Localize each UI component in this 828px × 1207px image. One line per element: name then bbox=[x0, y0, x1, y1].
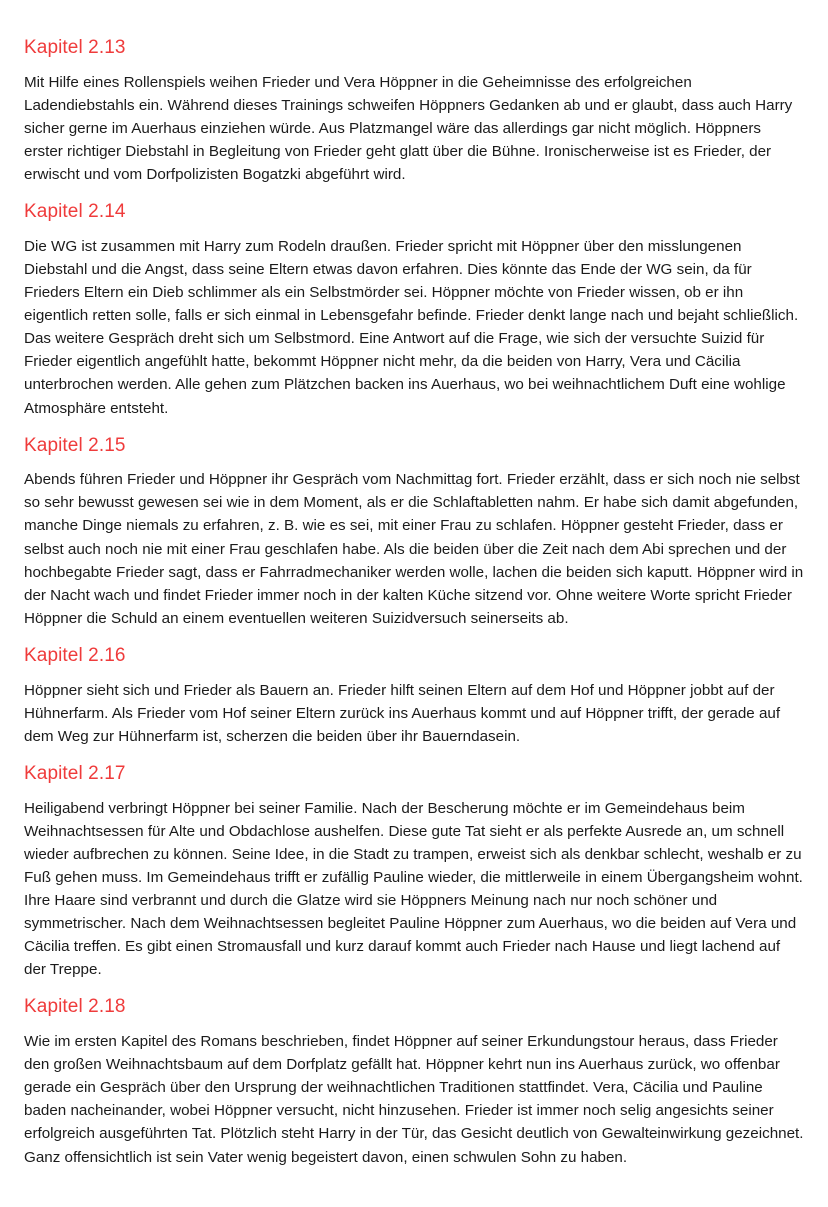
chapter-heading: Kapitel 2.15 bbox=[24, 434, 126, 456]
chapter-section bbox=[24, 995, 804, 1168]
chapter-heading: Kapitel 2.18 bbox=[24, 996, 126, 1018]
chapter-body: Abends führen Frieder und Höppner ihr Gespräch vom Nachmittag fort. Frieder erzählt, dass er sich noch nie selbst so sehr bewusst gewesen sei wie in dem Moment, als er die Schlaftabletten nahm. Er habe sich damit abgefunden, manche Dinge niemals zu erfahren, z. B. wie es sei, mit einer Frau zu schlafen. Höppner gesteht Frieder, dass er selbst auch noch nie mit einer Frau geschlafen habe. Als die beiden über die Zeit nach dem Abi sprechen und der hochbegabte Frieder sagt, dass er Fahrradmechaniker werden wolle, lachen die beiden sich kaputt. Höppner wird in der Nacht wach und findet Frieder immer noch in der kalten Küche sitzend vor. Ohne weitere Worte spricht Frieder Höppner die Schuld an einem eventuellen weiteren Suizidversuch seinerseits ab. bbox=[24, 471, 804, 627]
chapter-body: Wie im ersten Kapitel des Romans beschrieben, findet Höppner auf seiner Erkundungstour heraus, dass Frieder den großen Weihnachtsbaum auf dem Dorfplatz gefällt hat. Höppner kehrt nun ins Auerhaus zurück, wo offenbar gerade ein Gespräch über den Ursprung der weihnachtlichen Traditionen stattfindet. Vera, Cäcilia und Pauline baden nacheinander, wobei Höppner versucht, nicht hinzusehen. Frieder ist immer noch selig angesichts seiner erfolgreich ausgeführten Tat. Plötzlich steht Harry in der Tür, das Gesicht deutlich von Gewalteinwirkung gezeichnet. Ganz offensichtlich ist sein Vater wenig begeistert davon, einen schwulen Sohn zu haben. bbox=[24, 1033, 804, 1166]
chapter-heading: Kapitel 2.16 bbox=[24, 644, 126, 666]
chapter-body: Die WG ist zusammen mit Harry zum Rodeln draußen. Frieder spricht mit Höppner über den misslungenen Diebstahl und die Angst, dass seine Eltern etwas davon erfahren. Dies könnte das Ende der WG sein, da für Frieders Eltern ein Dieb schlimmer als ein Selbstmörder sei. Höppner möchte von Frieder wissen, ob er ihn eigentlich retten solle, falls er sich einmal in Lebensgefahr befinde. Frieder denkt lange nach und bejaht schließlich. Das weitere Gespräch dreht sich um Selbstmord. Eine Antwort auf die Frage, wie sich der versuchte Suizid für Frieder eigentlich angefühlt hatte, bekommt Höppner nicht mehr, da die beiden von Harry, Vera und Cäcilia unterbrochen werden. Alle gehen zum Plätzchen backen ins Auerhaus, wo bei weihnachtlichem Duft eine wohlige Atmosphäre entsteht. bbox=[24, 237, 799, 417]
chapter-heading: Kapitel 2.17 bbox=[24, 762, 126, 784]
chapter-heading: Kapitel 2.14 bbox=[24, 201, 126, 223]
chapter-section bbox=[24, 36, 804, 186]
chapter-body: Mit Hilfe eines Rollenspiels weihen Frieder und Vera Höppner in die Geheimnisse des erfolgreichen Ladendiebstahls ein. Während dieses Trainings schweifen Höppners Gedanken ab und er glaubt, dass auch Harry sicher gerne im Auerhaus einziehen würde. Aus Platzmangel wäre das allerdings gar nicht möglich. Höppners erster richtiger Diebstahl in Begleitung von Frieder geht glatt über die Bühne. Ironischerweise ist es Frieder, der erwischt und vom Dorfpolizisten Bogatzki abgeführt wird. bbox=[24, 73, 793, 184]
chapter-heading: Kapitel 2.13 bbox=[24, 37, 126, 58]
chapter-body: Höppner sieht sich und Frieder als Bauern an. Frieder hilft seinen Eltern auf dem Hof und Höppner jobbt auf der Hühnerfarm. Als Frieder vom Hof seiner Eltern zurück ins Auerhaus kommt und auf Höppner trifft, der gerade auf dem Weg zur Hühnerfarm ist, scherzen die beiden über ihr Bauerndasein. bbox=[24, 681, 781, 745]
chapter-section bbox=[24, 762, 804, 981]
chapter-section bbox=[24, 644, 804, 748]
chapter-body: Heiligabend verbringt Höppner bei seiner Familie. Nach der Bescherung möchte er im Gemeindehaus beim Weihnachtsessen für Alte und Obdachlose aushelfen. Diese gute Tat sieht er als perfekte Ausrede an, um schnell wieder aufbrechen zu können. Seine Idee, in die Stadt zu trampen, erweist sich als denkbar schlecht, weshalb er zu Fuß gehen muss. Im Gemeindehaus trifft er zufällig Pauline wieder, die mittlerweile in einem Übergangsheim wohnt. Ihre Haare sind verbrannt und durch die Glatze wird sie Höppners Meinung nach nur noch schöner und symmetrischer. Nach dem Weihnachtsessen begleitet Pauline Höppner zum Auerhaus, wo die beiden auf Vera und Cäcilia treffen. Es gibt einen Stromausfall und kurz darauf kommt auch Frieder nach Hause und liegt lachend auf der Treppe. bbox=[24, 799, 803, 979]
chapter-section bbox=[24, 434, 804, 630]
chapter-section bbox=[24, 200, 804, 419]
